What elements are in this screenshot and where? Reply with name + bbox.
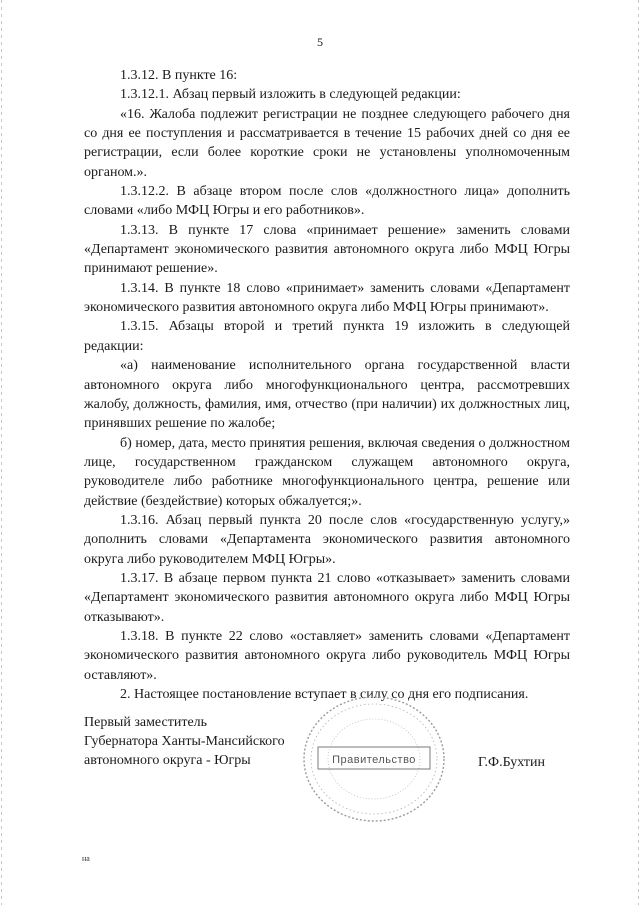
scan-edge-left [1,0,2,905]
scan-edge-right [638,0,639,905]
paragraph: 1.3.16. Абзац первый пункта 20 после слов «государственную услугу,» дополнить словами «Департамента экономического развития автономного округа либо руководителем МФЦ Югры». [84,512,570,567]
paragraph: б) номер, дата, место принятия решения, включая сведения о должностном лице, государственном гражданском служащем автономного округа, руководителе либо работнике многофункционального центра, решение или действие (бездействие) которых обжалуется;». [84,435,570,509]
paragraph: 1.3.17. В абзаце первом пункта 21 слово «отказывает» заменить словами «Департамент экономического развития автономного округа либо МФЦ Югры отказывают». [84,570,570,625]
paragraph: «а) наименование исполнительного органа государственной власти автономного округа либо многофункционального центра, рассмотревших жалобу, должность, фамилия, имя, отчество (при наличии) их должностных лиц, принявших решение по жалобе; [84,358,570,432]
paragraph: 1.3.12.1. Абзац первый изложить в следующей редакции: [120,87,461,103]
paragraph: 1.3.14. В пункте 18 слово «принимает» заменить словами «Департамент экономического развития автономного округа либо МФЦ Югры принимают». [84,280,570,316]
official-seal [300,693,448,825]
footer-mark: на [82,854,90,863]
seal-text: Правительство [332,754,416,766]
signatory-title-line: Первый заместитель [84,715,208,730]
document-body [84,66,570,704]
paragraph: 1.3.12.2. В абзаце втором после слов «должностного лица» дополнить словами «либо МФЦ Югры и его работников». [84,184,570,219]
paragraph: 2. Настоящее постановление вступает в силу со дня его подписания. [120,687,529,702]
page-number: 5 [317,35,323,49]
paragraph: 1.3.18. В пункте 22 слово «оставляет» заменить словами «Департамент экономического развития автономного округа либо руководитель МФЦ Югры оставляют». [84,628,570,683]
paragraph: 1.3.13. В пункте 17 слова «принимает решение» заменить словами «Департамент экономического развития автономного округа либо МФЦ Югры принимают решение». [84,222,570,277]
signatory-title-line: автономного округа - Югры [84,753,251,768]
signatory-title [84,713,314,770]
paragraph: 1.3.12. В пункте 16: [120,68,238,83]
paragraph: 1.3.15. Абзацы второй и третий пункта 19 изложить в следующей редакции: [84,319,570,354]
signatory-name: Г.Ф.Бухтин [478,755,546,770]
paragraph: «16. Жалоба подлежит регистрации не позднее следующего рабочего дня со дня ее поступления и рассматривается в течение 15 рабочих дней со дня ее регистрации, если более короткие сроки не установлены уполномоченным органом.». [84,106,570,180]
signatory-title-line: Губернатора Ханты-Мансийского [84,734,285,749]
